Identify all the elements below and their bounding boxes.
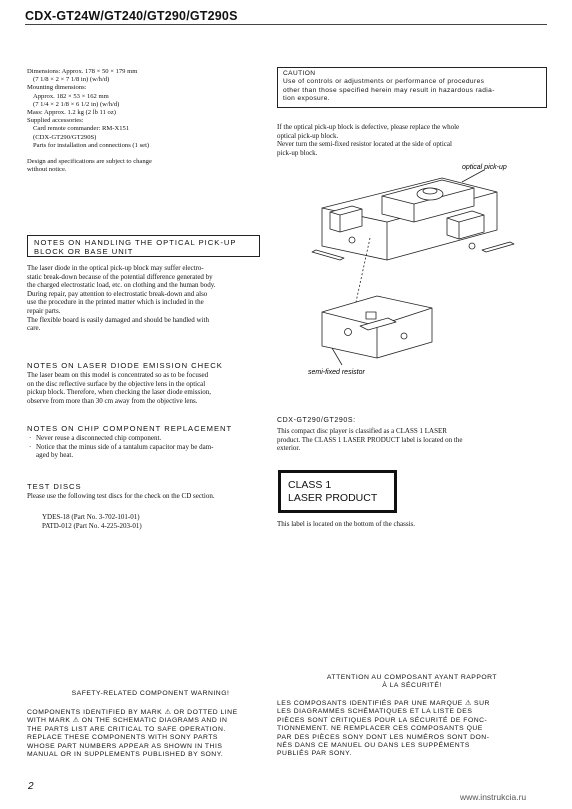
design-note-line: Design and specifications are subject to change <box>27 158 152 166</box>
optical-notes-line: care. <box>27 324 41 333</box>
laser-check-line: observe from more than 30 cm away from the objective lens. <box>27 396 198 405</box>
spec-line: Mounting dimensions: <box>27 84 87 92</box>
design-note-line: without notice. <box>27 166 67 174</box>
caution-box <box>277 67 547 108</box>
safety-fr-title-line: ATTENTION AU COMPOSANT AYANT RAPPORT <box>326 674 498 681</box>
laser-check-line: The laser beam on this model is concentrated so as to be focused <box>27 371 209 379</box>
figure-label-semi-fixed-resistor: semi-fixed resistor <box>308 369 365 376</box>
spec-line: (CDX-GT290/GT290S) <box>33 133 97 141</box>
class1-text-line: exterior. <box>277 444 301 453</box>
safety-warning-line: MANUAL OR IN SUPPLEMENTS PUBLISHED BY SONY. <box>27 751 224 759</box>
test-discs-heading: TEST DISCS <box>27 482 82 491</box>
chip-note-item <box>27 443 267 460</box>
pickup-text-line: pick-up block. <box>277 148 318 157</box>
pickup-text-line: Never turn the semi-fixed resistor located at the side of optical <box>277 140 452 149</box>
design-note <box>27 158 257 174</box>
safety-fr-body <box>277 700 549 759</box>
chip-notes-heading: NOTES ON CHIP COMPONENT REPLACEMENT <box>27 424 233 433</box>
watermark-text: www.instrukcia.ru <box>460 792 527 802</box>
spec-line: Card remote commander: RM-X151 <box>33 125 130 133</box>
header-rule <box>25 24 547 25</box>
optical-notes-line: the charged electrostatic load, etc. on clothing and the human body. <box>27 281 216 290</box>
optical-notes-line: static break-down because of the potential difference generated by <box>27 272 213 281</box>
class1-label-line2: LASER PRODUCT <box>288 491 378 504</box>
safety-warning-line: COMPONENTS IDENTIFIED BY MARK ⚠ OR DOTTED LINE <box>27 709 238 716</box>
chip-notes-body <box>27 434 267 460</box>
class1-text-line: product. The CLASS 1 LASER PRODUCT label is located on the <box>277 435 463 444</box>
page-number: 2 <box>28 781 34 792</box>
optical-notes-line: use the procedure in the printed matter which is included in the <box>27 298 204 307</box>
safety-fr-title-line: À LA SÉCURITÉ! <box>382 682 442 690</box>
optical-pickup-diagram <box>292 160 542 386</box>
safety-fr-title <box>277 674 547 691</box>
safety-warning-line: WHOSE PART NUMBERS APPEAR AS SHOWN IN THIS <box>27 742 223 750</box>
safety-fr-line: PIÈCES SONT CRITIQUES POUR LA SÉCURITÉ DE FONC- <box>277 716 488 724</box>
class1-text-line: This compact disc player is classified as a CLASS 1 LASER <box>277 427 447 435</box>
test-discs-list <box>42 513 142 530</box>
safety-fr-line: TIONNEMENT. NE REMPLACER CES COMPOSANTS QUE <box>277 725 483 733</box>
test-discs-intro: Please use the following test discs for the check on the CD section. <box>27 492 215 500</box>
spec-line: Supplied accessories: <box>27 117 84 125</box>
safety-warning-line: WITH MARK ⚠ ON THE SCHEMATIC DIAGRAMS AND IN <box>27 717 228 725</box>
class1-location-note: This label is located on the bottom of the chassis. <box>277 520 416 528</box>
class1-text <box>277 427 549 453</box>
class1-label-line1: CLASS 1 <box>288 479 332 491</box>
chip-note-line: aged by heat. <box>36 451 74 460</box>
spec-line: Dimensions: Approx. 178 × 50 × 179 mm <box>27 68 138 75</box>
spec-lines <box>27 68 257 150</box>
safety-fr-line: NÉS DANS CE MANUEL OU DANS LES SUPPÉMENTS <box>277 742 470 750</box>
pickup-text-line: If the optical pick-up block is defective, please replace the whole <box>277 123 460 131</box>
spec-line: (7 1/4 × 2 1/8 × 6 1/2 in) (w/h/d) <box>33 100 120 108</box>
laser-check-line: pickup block. Therefore, when checking the laser diode emission, <box>27 388 211 397</box>
spec-line: Parts for installation and connections (1 set) <box>33 141 150 149</box>
chip-note-item <box>27 434 267 443</box>
pickup-text-line: optical pick-up block. <box>277 131 339 140</box>
safety-fr-line: LES DIAGRAMMES SCHÉMATIQUES ET LA LISTE DES <box>277 708 473 716</box>
safety-warning-line: THE PARTS LIST ARE CRITICAL TO SAFE OPERATION. <box>27 725 226 733</box>
optical-notes-line: During repair, pay attention to electrostatic break-down and also <box>27 289 208 298</box>
test-disc-item: YDES-18 (Part No. 3-702-101-01) <box>42 513 140 521</box>
laser-check-heading: NOTES ON LASER DIODE EMISSION CHECK <box>27 361 223 370</box>
figure-label-optical-pickup: optical pick-up <box>462 164 507 171</box>
chip-note-line: · Notice that the minus side of a tantalum capacitor may be dam- <box>36 442 214 451</box>
laser-check-body <box>27 371 267 405</box>
optical-notes-line: The flexible board is easily damaged and should be handled with <box>27 315 209 324</box>
safety-fr-line: LES COMPOSANTS IDENTIFIÉS PAR UNE MARQUE ⚠ SUR <box>277 700 490 707</box>
caution-line: other than those specified herein may result in hazardous radia- <box>283 86 495 94</box>
specifications-block <box>27 68 257 174</box>
class1-models: CDX-GT290/GT290S: <box>277 417 356 424</box>
caution-line: Use of controls or adjustments or performance of procedures <box>283 78 485 86</box>
spec-line: Mass: Approx. 1.2 kg (2 lb 11 oz) <box>27 109 116 117</box>
optical-notes-body <box>27 264 267 333</box>
safety-warning-line: REPLACE THESE COMPONENTS WITH SONY PARTS <box>27 734 218 742</box>
chip-note-line: · Never reuse a disconnected chip component. <box>36 434 162 442</box>
optical-notes-heading: BLOCK OR BASE UNIT <box>34 247 134 256</box>
class1-laser-label <box>278 470 397 513</box>
spec-line: (7 1/8 × 2 × 7 1/8 in) (w/h/d) <box>33 76 110 84</box>
laser-check-line: on the disc reflective surface by the objective lens in the optical <box>27 379 206 388</box>
safety-fr-line: PAR DES PIÈCES SONY DONT LES NUMÉROS SONT DON- <box>277 733 490 741</box>
page-header-title: CDX-GT24W/GT240/GT290/GT290S <box>25 9 238 23</box>
safety-warning-title: SAFETY-RELATED COMPONENT WARNING! <box>71 690 230 697</box>
test-disc-item: PATD-012 (Part No. 4-225-203-01) <box>42 521 142 530</box>
spec-line: Approx. 182 × 53 × 162 mm <box>33 92 109 100</box>
safety-warning-body <box>27 709 274 759</box>
caution-title: CAUTION <box>283 70 316 77</box>
optical-notes-heading-box <box>27 235 260 257</box>
optical-notes-heading: NOTES ON HANDLING THE OPTICAL PICK-UP <box>34 238 237 247</box>
pickup-replace-text <box>277 123 549 157</box>
optical-notes-line: The laser diode in the optical pick-up block may suffer electro- <box>27 264 204 272</box>
caution-line: tion exposure. <box>283 94 331 102</box>
safety-fr-line: PUBLIÉS PAR SONY. <box>277 750 352 758</box>
optical-notes-line: repair parts. <box>27 306 61 315</box>
